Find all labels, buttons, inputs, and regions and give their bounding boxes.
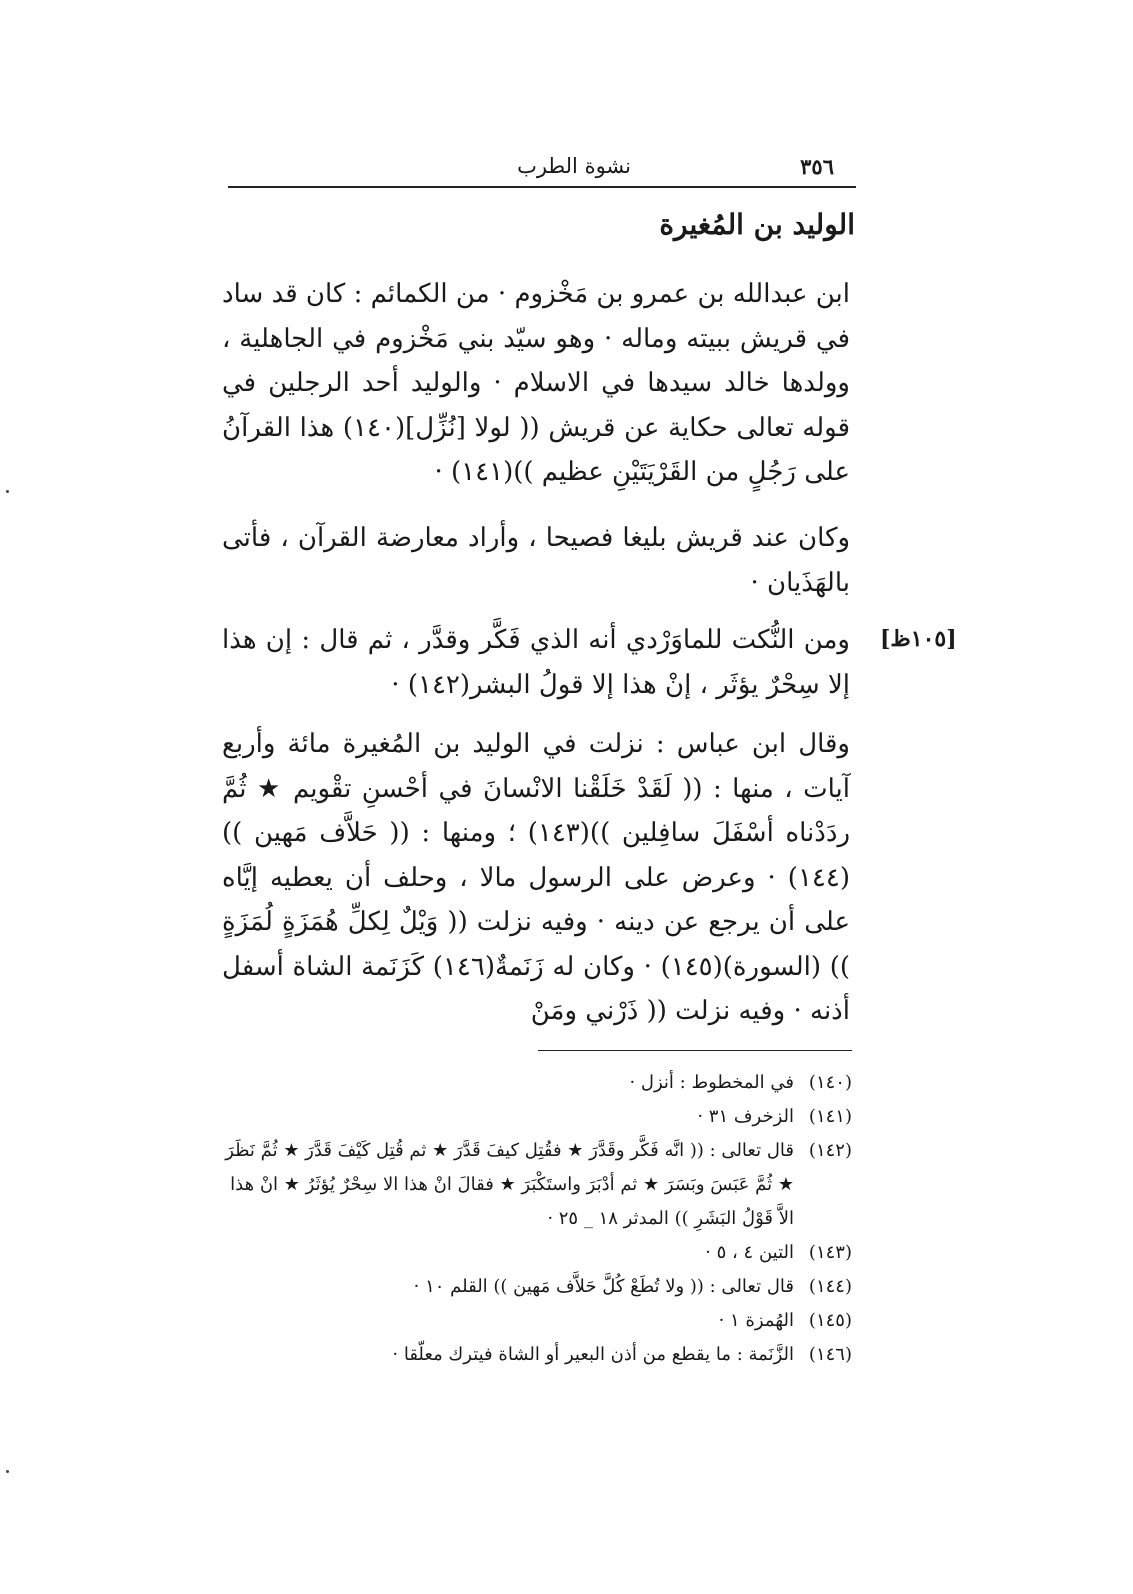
body-paragraph-1 bbox=[222, 272, 850, 495]
footnote-number: (١٤١) bbox=[808, 1106, 852, 1127]
footnote-text: الزخرف ٣١ · bbox=[697, 1106, 794, 1127]
body-paragraph-4 bbox=[222, 722, 850, 1034]
footnote-text: في المخطوط : أنزل · bbox=[629, 1072, 794, 1093]
footnote-number: (١٤٢) bbox=[808, 1140, 852, 1161]
paragraph-text: وقال ابن عباس : نزلت في الوليد بن المُغيرة مائة وأربع آيات ، منها : (( لَقَدْ خَلَقْنا الانْسانَ في أحْسنِ تقْويم ★ ثُمَّ ردَدْناه أسْفَلَ سافِلين ))(١٤٣) ؛ ومنها : (( حَلاَّف مَهين ))(١٤٤) · وعرض على الرسول مالا ، وحلف أن يعطيه إيَّاه على أن يرجع عن دينه · وفيه نزلت (( وَيْلٌ لِكلِّ هُمَزَةٍ لُمَزَةٍ )) (السورة)(١٤٥) · وكان له زَنَمةٌ(١٤٦) كَزَنَمة الشاة أسفل أذنه · وفيه نزلت (( ذَرْني ومَنْ bbox=[222, 729, 851, 1026]
header-rule bbox=[228, 186, 856, 188]
footnotes-rule bbox=[538, 1050, 852, 1051]
footnote-number: (١٤٥) bbox=[808, 1310, 852, 1331]
body-paragraph-3 bbox=[222, 618, 850, 707]
footnote-141 bbox=[222, 1100, 852, 1134]
footnote-number: (١٤٤) bbox=[808, 1276, 852, 1297]
footnote-146 bbox=[222, 1338, 852, 1372]
footnote-text: قال تعالى : (( ولا تُطَعْ كُلَّ حَلاَّف مَهين )) القلم ١٠ · bbox=[413, 1276, 794, 1297]
footnote-text: الزَّنَمة : ما يقطع من أذن البعير أو الشاة فيترك معلّقا · bbox=[392, 1344, 794, 1365]
footnote-number: (١٤٦) bbox=[808, 1344, 852, 1365]
footnote-145 bbox=[222, 1304, 852, 1338]
page-number: ٣٥٦ bbox=[800, 154, 834, 179]
footnote-number: (١٤٣) bbox=[808, 1242, 852, 1263]
footnote-text: التين ٤ ، ٥ · bbox=[705, 1242, 794, 1263]
scan-speck bbox=[6, 490, 9, 493]
paragraph-text: ومن النُّكت للماوَرْدي أنه الذي فَكَّر وقدَّر ، ثم قال : إن هذا إلا سِحْرٌ يؤثَر ، إنْ هذا إلا قولُ البشر(١٤٢) · bbox=[222, 625, 850, 700]
footnote-140 bbox=[222, 1066, 852, 1100]
footnote-142 bbox=[222, 1134, 852, 1236]
footnotes bbox=[222, 1066, 852, 1372]
footnote-143 bbox=[222, 1236, 852, 1270]
running-head bbox=[228, 150, 856, 184]
footnote-number: (١٤٠) bbox=[808, 1072, 852, 1093]
footnote-text: الهُمزة ١ · bbox=[718, 1310, 794, 1331]
paragraph-text: ابن عبدالله بن عمرو بن مَخْزوم · من الكمائم : كان قد ساد في قريش ببيته وماله · وهو سيّد بني مَخْزوم في الجاهلية ، وولدها خالد سيدها في الاسلام · والوليد أحد الرجلين في قوله تعالى حكاية عن قريش (( لولا [نُزِّل](١٤٠) هذا القرآنُ على رَجُلٍ من القَرْيَتَيْنِ عظيم ))(١٤١) · bbox=[222, 279, 851, 487]
section-title: الوليد بن المُغيرة bbox=[659, 208, 855, 241]
footnote-144 bbox=[222, 1270, 852, 1304]
running-title: نشوة الطرب bbox=[517, 154, 631, 178]
paragraph-text: وكان عند قريش بليغا فصيحا ، وأراد معارضة القرآن ، فأتى بالهَذَيان · bbox=[222, 523, 850, 598]
scan-speck bbox=[6, 1470, 9, 1473]
body-paragraph-2 bbox=[222, 516, 850, 605]
footnote-text: قال تعالى : (( انَّه فَكَّر وقَدَّرَ ★ فقُتِل كيفَ قَدَّرَ ★ ثم قُتِل كَيْفَ قَدَّرَ ★ ثُمَّ نَظَرَ ★ ثُمَّ عَبَسَ وبَسَرَ ★ ثم أدْبَرَ واستَكْبَرَ ★ فقالَ انْ هذا الا سِحْرٌ يُؤثَرُ ★ انْ هذا الاَّ قَوْلُ البَشَرِ )) المدثر ١٨ _ ٢٥ · bbox=[225, 1140, 794, 1229]
manuscript-folio-note: [١٠٥ظ] bbox=[880, 626, 957, 652]
